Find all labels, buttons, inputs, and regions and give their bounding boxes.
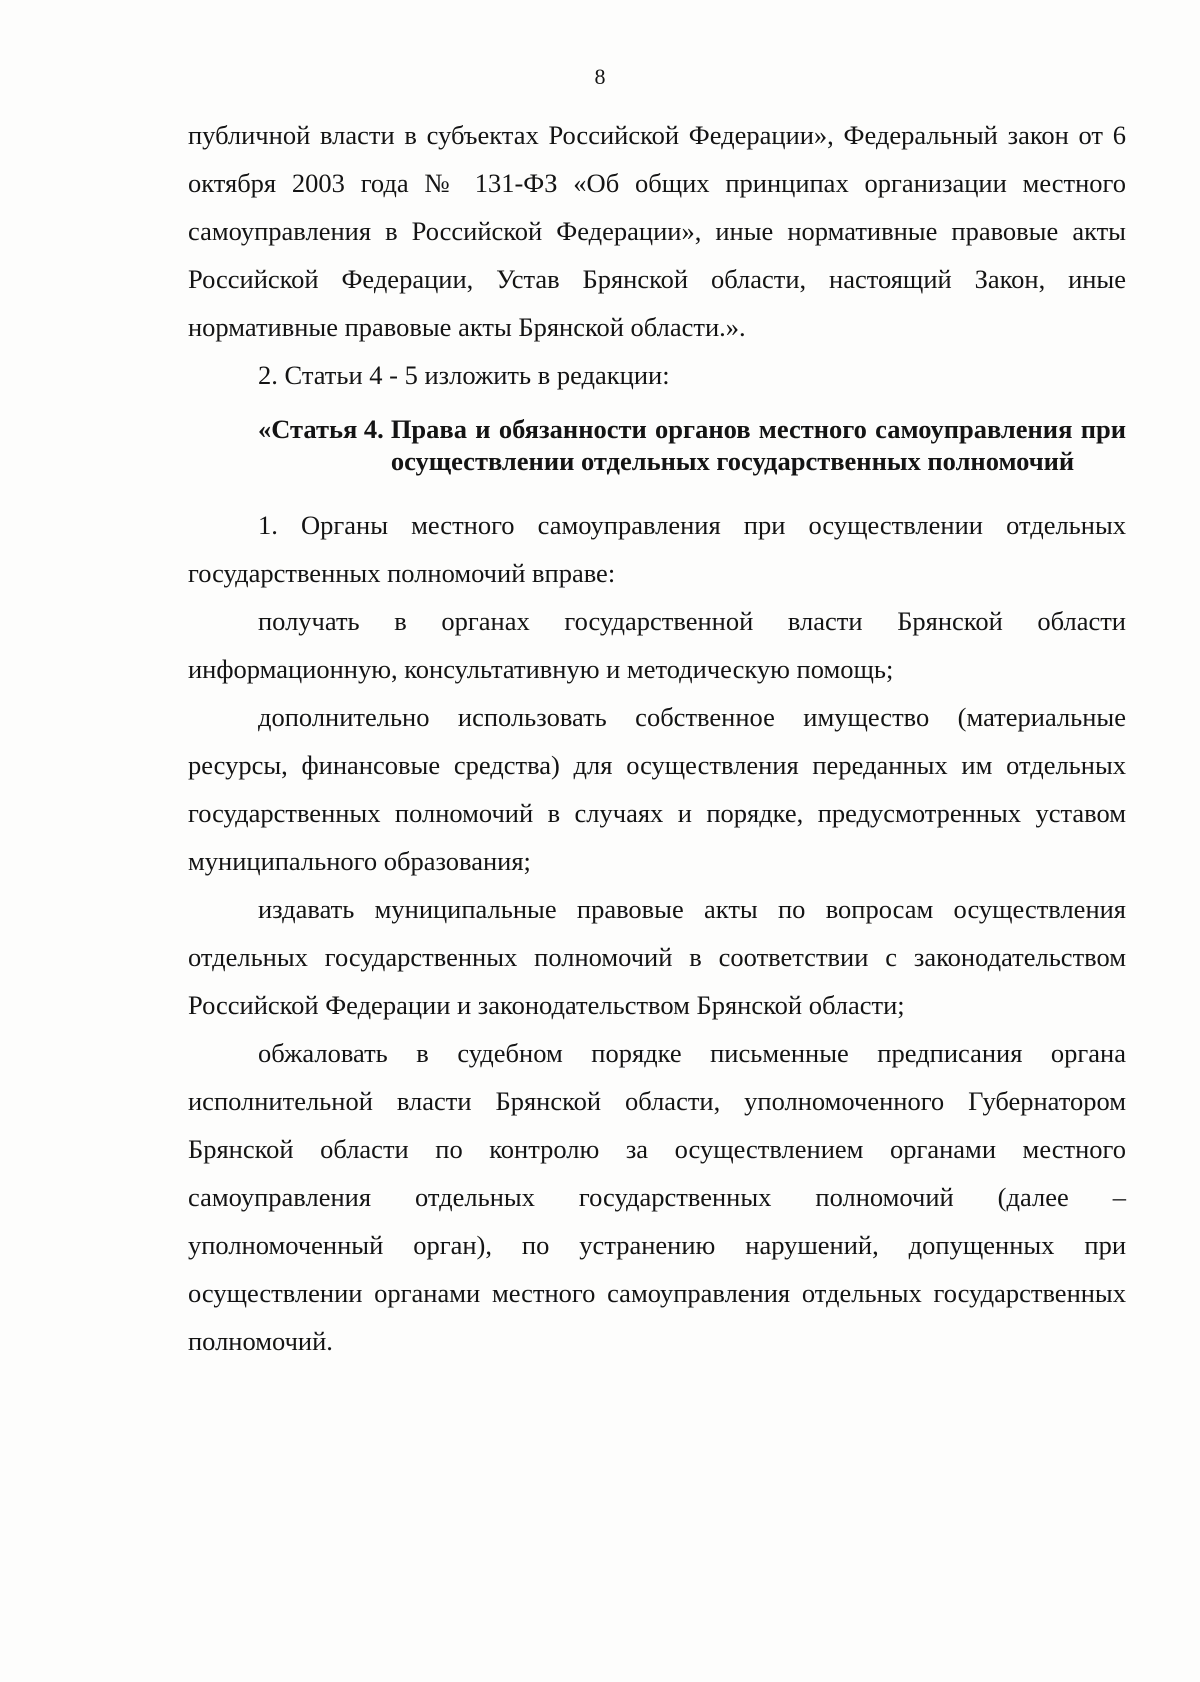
paragraph-issue-acts: издавать муниципальные правовые акты по вопросам осуществления отдельных государственных полномочий в соответствии с законодательством Российской Федерации и законодательством Брянской области; — [188, 894, 1126, 1020]
intro-paragraph: публичной власти в субъектах Российской Федерации», Федеральный закон от 6 октября 2003 года № 131-ФЗ «Об общих принципах организации местного самоуправления в Российской Федерации», иные нормативные правовые акты Российской Федерации, Устав Брянской области, настоящий Закон, иные нормативные правовые акты Брянской области.». — [188, 120, 1126, 342]
paragraph-appeal: обжаловать в судебном порядке письменные предписания органа исполнительной власти Брянской области, уполномоченного Губернатором Брянской области по контролю за осуществлением органами местного самоуправления отдельных государственных полномочий (далее – уполномоченный орган), по устранению нарушений, допущенных при осуществлении органами местного самоуправления отдельных государственных полномочий. — [188, 1038, 1126, 1356]
spacer — [188, 399, 1126, 407]
paragraph-1: 1. Органы местного самоуправления при осуществлении отдельных государственных полномочий вправе: — [188, 510, 1126, 588]
item-2-paragraph: 2. Статьи 4 - 5 изложить в редакции: — [258, 360, 670, 390]
article-title: Права и обязанности органов местного самоуправления при осуществлении отдельных государственных полномочий — [390, 414, 1126, 476]
document-body — [188, 111, 1126, 1365]
page-number: 8 — [594, 64, 606, 89]
article-heading — [188, 413, 1126, 477]
article-number: «Статья 4. — [258, 414, 384, 444]
paragraph-use-property: дополнительно использовать собственное имущество (материальные ресурсы, финансовые средства) для осуществления переданных им отдельных государственных полномочий в случаях и порядке, предусмотренных уставом муниципального образования; — [188, 702, 1126, 876]
paragraph-receive-help: получать в органах государственной власти Брянской области информационную, консультативную и методическую помощь; — [188, 606, 1126, 684]
